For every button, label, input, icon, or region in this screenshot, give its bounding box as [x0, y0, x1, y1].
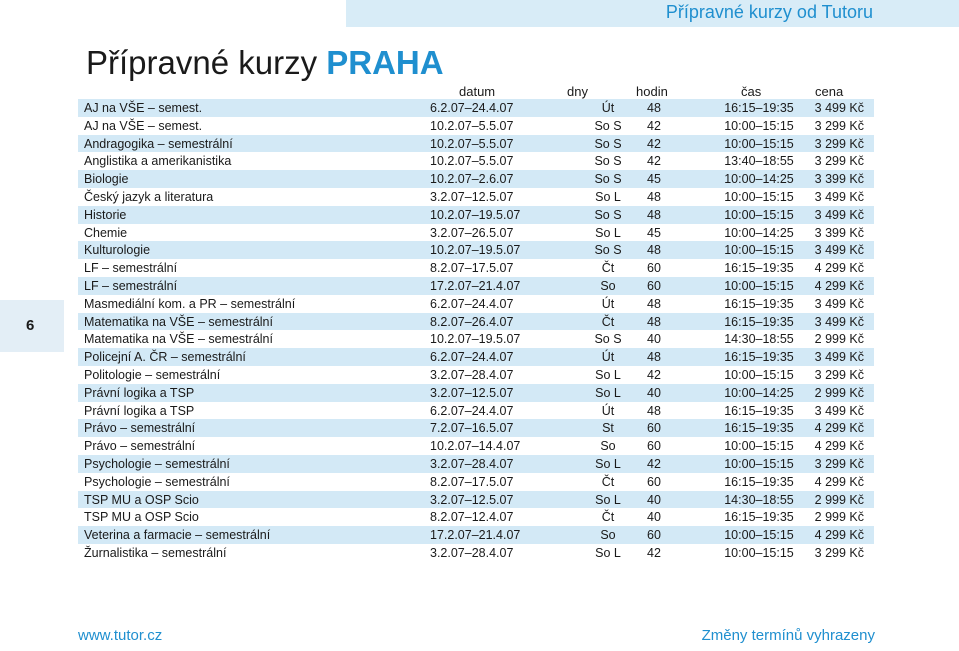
table-row	[78, 152, 874, 170]
course-price: 4 299 Kč	[814, 261, 864, 276]
course-days: So L	[595, 225, 621, 240]
table-row	[78, 526, 874, 544]
course-days: Út	[601, 403, 615, 418]
course-days: So L	[595, 367, 621, 382]
course-date: 6.2.07–24.4.07	[430, 296, 514, 311]
table-row	[78, 206, 874, 224]
table-row	[78, 277, 874, 295]
course-date: 10.2.07–19.5.07	[430, 243, 521, 258]
course-date: 10.2.07–5.5.07	[430, 118, 514, 133]
table-row	[78, 295, 874, 313]
course-date: 10.2.07–19.5.07	[430, 332, 521, 347]
course-price: 2 999 Kč	[814, 332, 864, 347]
course-hours: 40	[647, 332, 661, 347]
course-time: 10:00–14:25	[724, 225, 794, 240]
course-name: Anglistika a amerikanistika	[84, 154, 232, 169]
course-time: 16:15–19:35	[724, 296, 794, 311]
course-days: So L	[595, 492, 621, 507]
course-days: So	[600, 439, 616, 454]
course-price: 4 299 Kč	[814, 528, 864, 543]
course-time: 13:40–18:55	[724, 154, 794, 169]
course-name: Psychologie – semestrální	[84, 474, 230, 489]
course-price: 3 499 Kč	[814, 207, 864, 222]
course-hours: 45	[647, 172, 661, 187]
course-date: 3.2.07–28.4.07	[430, 545, 514, 560]
course-date: 7.2.07–16.5.07	[430, 421, 514, 436]
page-number-tab	[0, 300, 64, 352]
course-time: 10:00–15:15	[724, 545, 794, 560]
course-hours: 60	[647, 421, 661, 436]
course-name: Právní logika a TSP	[84, 385, 195, 400]
course-hours: 42	[647, 154, 661, 169]
course-hours: 40	[647, 510, 661, 525]
course-price: 3 499 Kč	[814, 296, 864, 311]
course-days: So L	[595, 189, 621, 204]
course-time: 16:15–19:35	[724, 421, 794, 436]
course-hours: 40	[647, 385, 661, 400]
course-time: 14:30–18:55	[724, 492, 794, 507]
course-price: 2 999 Kč	[814, 492, 864, 507]
footer-website-link[interactable]: www.tutor.cz	[78, 627, 163, 644]
course-date: 10.2.07–5.5.07	[430, 136, 514, 151]
course-time: 10:00–15:15	[724, 243, 794, 258]
course-hours: 45	[647, 225, 661, 240]
course-name: Masmediální kom. a PR – semestrální	[84, 296, 296, 311]
course-days: So	[600, 528, 616, 543]
course-hours: 48	[647, 207, 661, 222]
course-days: So L	[595, 545, 621, 560]
course-table	[78, 99, 874, 562]
table-row	[78, 473, 874, 491]
course-time: 10:00–15:15	[724, 136, 794, 151]
column-header-price: cena	[815, 84, 844, 99]
course-price: 4 299 Kč	[814, 421, 864, 436]
course-price: 2 999 Kč	[814, 510, 864, 525]
table-row	[78, 384, 874, 402]
course-name: Psychologie – semestrální	[84, 456, 230, 471]
course-time: 16:15–19:35	[724, 314, 794, 329]
header-title: Přípravné kurzy od Tutoru	[665, 2, 873, 22]
course-days: Čt	[601, 510, 615, 525]
course-time: 10:00–15:15	[724, 367, 794, 382]
course-days: Út	[601, 101, 615, 115]
course-date: 8.2.07–12.4.07	[430, 510, 514, 525]
course-days: Út	[601, 296, 615, 311]
course-date: 3.2.07–26.5.07	[430, 225, 514, 240]
course-price: 3 299 Kč	[814, 545, 864, 560]
table-row	[78, 330, 874, 348]
table-row	[78, 241, 874, 259]
course-hours: 60	[647, 278, 661, 293]
course-hours: 48	[647, 243, 661, 258]
course-date: 10.2.07–14.4.07	[430, 439, 521, 454]
course-date: 17.2.07–21.4.07	[430, 528, 521, 543]
table-row	[78, 508, 874, 526]
course-date: 17.2.07–21.4.07	[430, 278, 521, 293]
course-name: Chemie	[84, 225, 128, 240]
table-row	[78, 402, 874, 420]
course-days: So S	[594, 118, 622, 133]
course-date: 8.2.07–17.5.07	[430, 474, 514, 489]
column-header-date: datum	[459, 84, 496, 99]
course-time: 10:00–15:15	[724, 278, 794, 293]
course-name: Veterina a farmacie – semestrální	[84, 528, 271, 543]
course-hours: 48	[647, 101, 661, 115]
course-date: 10.2.07–19.5.07	[430, 207, 521, 222]
table-row	[78, 455, 874, 473]
course-days: So S	[594, 332, 622, 347]
course-hours: 60	[647, 261, 661, 276]
course-price: 4 299 Kč	[814, 474, 864, 489]
course-date: 3.2.07–28.4.07	[430, 367, 514, 382]
course-date: 10.2.07–5.5.07	[430, 154, 514, 169]
course-name: LF – semestrální	[84, 261, 178, 276]
course-name: Kulturologie	[84, 243, 151, 258]
table-row	[78, 366, 874, 384]
course-price: 3 299 Kč	[814, 136, 864, 151]
course-days: Út	[601, 350, 615, 365]
course-date: 3.2.07–12.5.07	[430, 189, 514, 204]
course-hours: 48	[647, 189, 661, 204]
table-row	[78, 99, 874, 117]
course-date: 3.2.07–12.5.07	[430, 492, 514, 507]
course-hours: 40	[647, 492, 661, 507]
course-hours: 48	[647, 296, 661, 311]
course-name: TSP MU a OSP Scio	[84, 492, 199, 507]
course-days: So S	[594, 136, 622, 151]
course-time: 10:00–14:25	[724, 172, 794, 187]
table-row	[78, 224, 874, 242]
course-name: Matematika na VŠE – semestrální	[84, 332, 273, 347]
course-name: Český jazyk a literatura	[84, 189, 214, 204]
course-name: TSP MU a OSP Scio	[84, 510, 199, 525]
course-date: 8.2.07–17.5.07	[430, 261, 514, 276]
table-row	[78, 313, 874, 331]
course-time: 10:00–15:15	[724, 118, 794, 133]
table-row	[78, 188, 874, 206]
course-name: Biologie	[84, 172, 129, 187]
table-row	[78, 419, 874, 437]
course-name: AJ na VŠE – semest.	[84, 101, 203, 115]
course-days: St	[602, 421, 614, 436]
table-row	[78, 437, 874, 455]
course-name: Matematika na VŠE – semestrální	[84, 314, 273, 329]
course-name: Andragogika – semestrální	[84, 136, 233, 151]
course-date: 6.2.07–24.4.07	[430, 101, 514, 115]
course-time: 16:15–19:35	[724, 510, 794, 525]
course-price: 3 499 Kč	[814, 403, 864, 418]
table-row	[78, 491, 874, 509]
course-name: Žurnalistika – semestrální	[84, 545, 227, 560]
course-date: 8.2.07–26.4.07	[430, 314, 514, 329]
course-time: 10:00–15:15	[724, 456, 794, 471]
table-row	[78, 259, 874, 277]
page-title	[86, 44, 444, 82]
course-price: 3 299 Kč	[814, 456, 864, 471]
course-hours: 42	[647, 545, 661, 560]
course-hours: 42	[647, 456, 661, 471]
course-time: 16:15–19:35	[724, 350, 794, 365]
course-price: 3 299 Kč	[814, 154, 864, 169]
course-days: So S	[594, 154, 622, 169]
column-header-time: čas	[741, 84, 762, 99]
course-date: 6.2.07–24.4.07	[430, 403, 514, 418]
course-hours: 42	[647, 367, 661, 382]
course-days: Čt	[601, 314, 615, 329]
course-time: 14:30–18:55	[724, 332, 794, 347]
footer-notice: Změny termínů vyhrazeny	[701, 627, 875, 644]
course-name: Policejní A. ČR – semestrální	[84, 350, 246, 365]
course-name: Právo – semestrální	[84, 421, 196, 436]
course-days: So S	[594, 243, 622, 258]
course-days: So	[600, 278, 616, 293]
course-price: 3 499 Kč	[814, 314, 864, 329]
table-row	[78, 170, 874, 188]
course-date: 6.2.07–24.4.07	[430, 350, 514, 365]
table-row	[78, 348, 874, 366]
course-hours: 60	[647, 474, 661, 489]
course-price: 3 499 Kč	[814, 350, 864, 365]
course-days: Čt	[601, 261, 615, 276]
course-time: 16:15–19:35	[724, 474, 794, 489]
course-name: AJ na VŠE – semest.	[84, 118, 203, 133]
course-time: 10:00–15:15	[724, 439, 794, 454]
course-hours: 48	[647, 403, 661, 418]
course-time: 10:00–15:15	[724, 189, 794, 204]
course-price: 4 299 Kč	[814, 278, 864, 293]
course-hours: 60	[647, 528, 661, 543]
course-name: Politologie – semestrální	[84, 367, 221, 382]
course-price: 3 299 Kč	[814, 118, 864, 133]
course-hours: 48	[647, 314, 661, 329]
course-date: 10.2.07–2.6.07	[430, 172, 514, 187]
course-days: So S	[594, 172, 622, 187]
column-header-hours: hodin	[636, 84, 668, 99]
course-time: 16:15–19:35	[724, 261, 794, 276]
course-hours: 60	[647, 439, 661, 454]
page-title-prefix: Přípravné kurzy	[86, 44, 327, 81]
course-time: 16:15–19:35	[724, 403, 794, 418]
course-price: 3 399 Kč	[814, 172, 864, 187]
course-price: 3 499 Kč	[814, 243, 864, 258]
course-days: So L	[595, 385, 621, 400]
course-days: So L	[595, 456, 621, 471]
course-hours: 42	[647, 136, 661, 151]
course-date: 3.2.07–12.5.07	[430, 385, 514, 400]
course-time: 10:00–15:15	[724, 528, 794, 543]
course-time: 10:00–15:15	[724, 207, 794, 222]
course-date: 3.2.07–28.4.07	[430, 456, 514, 471]
course-price: 2 999 Kč	[814, 385, 864, 400]
table-row	[78, 117, 874, 135]
page-title-city: PRAHA	[326, 44, 444, 81]
course-price: 3 499 Kč	[814, 189, 864, 204]
course-name: Právo – semestrální	[84, 439, 196, 454]
course-name: Právní logika a TSP	[84, 403, 195, 418]
course-days: Čt	[601, 474, 615, 489]
table-row	[78, 544, 874, 562]
course-time: 16:15–19:35	[724, 101, 794, 115]
course-price: 3 299 Kč	[814, 367, 864, 382]
course-price: 3 499 Kč	[814, 101, 864, 115]
course-price: 3 399 Kč	[814, 225, 864, 240]
course-price: 4 299 Kč	[814, 439, 864, 454]
course-hours: 48	[647, 350, 661, 365]
course-time: 10:00–14:25	[724, 385, 794, 400]
column-header-days: dny	[567, 84, 588, 99]
course-name: Historie	[84, 207, 127, 222]
table-row	[78, 135, 874, 153]
page-number: 6	[26, 317, 35, 334]
course-name: LF – semestrální	[84, 278, 178, 293]
course-days: So S	[594, 207, 622, 222]
course-hours: 42	[647, 118, 661, 133]
